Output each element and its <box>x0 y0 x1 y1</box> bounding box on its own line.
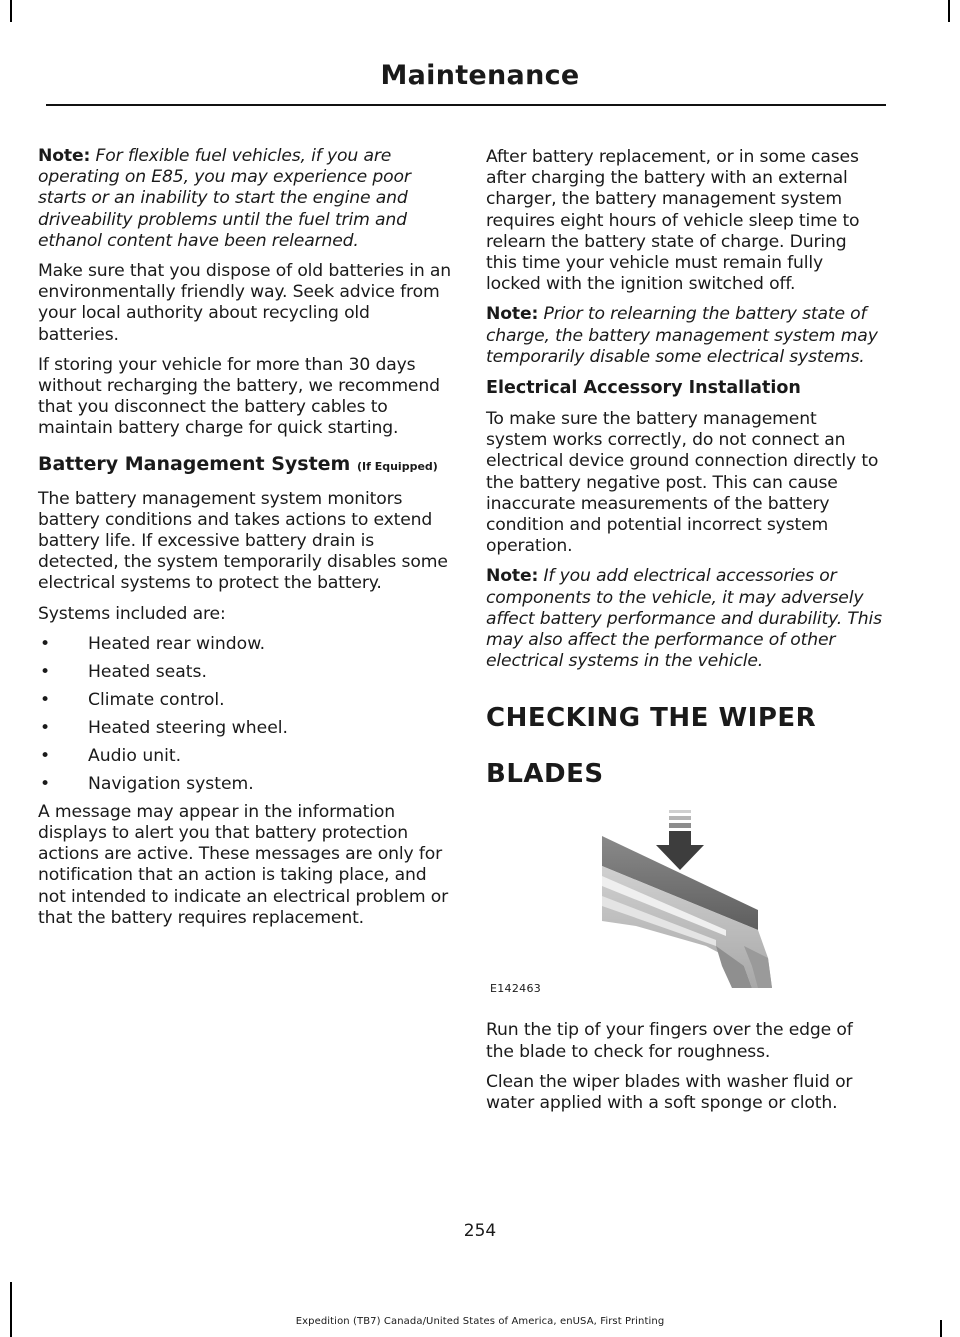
list-item <box>38 718 452 739</box>
section-heading-line: CHECKING THE WIPER <box>486 703 817 734</box>
crop-mark-bottom-left <box>10 1282 12 1337</box>
list-item <box>38 690 452 711</box>
note-text: For flexible fuel vehicles, if you are operating on E85, you may experience poor starts or an inability to start the engine and driveability problems until the fuel trim and ethanol content have been relearned. <box>38 146 411 251</box>
heading-text: Battery Management System <box>38 452 357 475</box>
list-item-text: Climate control. <box>88 689 225 710</box>
heading-qualifier: (If Equipped) <box>356 459 438 473</box>
bullet-icon: • <box>40 689 51 710</box>
paragraph-after-replacement: After battery replacement, or in some cases after charging the battery with an external charger, the battery management system requires eight hours of vehicle sleep time to relearn the battery state of charge. During this time your vehicle must remain fully locked with the ignition switched off. <box>486 147 860 295</box>
down-arrow-icon <box>656 810 704 870</box>
paragraph-dispose-batteries: Make sure that you dispose of old batteries in an environmentally friendly way. Seek advice from your local authority about recycling old batteries. <box>38 261 452 345</box>
wiper-blade-figure <box>486 806 882 1006</box>
crop-mark-top-left <box>10 0 12 22</box>
note-fuel-trim <box>38 146 452 252</box>
note-label: Note: <box>486 304 539 325</box>
wiper-blade-illustration <box>486 806 882 1006</box>
bullet-icon: • <box>40 633 51 654</box>
crop-mark-top-right <box>948 0 950 22</box>
paragraph-info-message: A message may appear in the information displays to alert you that battery protection actions are active. These messages are only for notification that an action is taking place, and not intended to indicate an electrical problem or that the battery requires replacement. <box>38 801 449 928</box>
list-item <box>38 746 452 767</box>
heading-battery-management-system <box>38 452 452 479</box>
list-item <box>38 662 452 683</box>
paragraph-systems-intro: Systems included are: <box>38 603 226 624</box>
footer-edition: Expedition (TB7) Canada/United States of America, enUSA, First Printing <box>295 1316 665 1327</box>
page-title: Maintenance <box>380 60 580 91</box>
note-text: Prior to relearning the battery state of charge, the battery management system may temporarily disable some electrical systems. <box>486 304 878 367</box>
note-accessories <box>486 566 882 672</box>
header-divider <box>46 104 886 106</box>
section-heading-wiper-blades <box>486 690 882 802</box>
bullet-icon: • <box>40 745 51 766</box>
list-item-text: Heated steering wheel. <box>88 717 289 738</box>
paragraph-clean-blades: Clean the wiper blades with washer fluid or water applied with a soft sponge or cloth. <box>486 1071 853 1114</box>
note-text: If you add electrical accessories or components to the vehicle, it may adversely affect battery performance and durability. This may also affect the performance of other electrical systems in the vehicle. <box>486 566 882 672</box>
note-label: Note: <box>38 146 91 166</box>
section-heading-line: BLADES <box>486 759 604 790</box>
note-relearning <box>486 304 882 368</box>
note-label: Note: <box>486 566 539 587</box>
list-item-text: Heated seats. <box>88 661 207 682</box>
page-number: 254 <box>463 1221 497 1241</box>
list-item-text: Navigation system. <box>88 773 254 794</box>
bullet-icon: • <box>40 717 51 738</box>
systems-list <box>38 634 452 795</box>
heading-electrical-accessory: Electrical Accessory Installation <box>486 378 801 399</box>
paragraph-check-roughness: Run the tip of your fingers over the edge of the blade to check for roughness. <box>486 1020 853 1062</box>
paragraph-storing-vehicle: If storing your vehicle for more than 30 days without recharging the battery, we recommend that you disconnect the battery cables to maintain battery charge for quick starting. <box>38 354 440 439</box>
list-item-text: Heated rear window. <box>88 633 266 654</box>
figure-code: E142463 <box>490 982 542 996</box>
bullet-icon: • <box>40 773 51 794</box>
bullet-icon: • <box>40 661 51 682</box>
list-item <box>38 634 452 655</box>
list-item-text: Audio unit. <box>88 745 182 766</box>
list-item <box>38 774 452 795</box>
paragraph-bms-description: The battery management system monitors battery conditions and takes actions to extend battery life. If excessive battery drain is detected, the system temporarily disables some electrical systems to protect the battery. <box>38 488 448 594</box>
right-column <box>486 147 882 1123</box>
paragraph-accessory-installation: To make sure the battery management system works correctly, do not connect an electrical device ground connection directly to the battery negative post. This can cause inaccurate measurements of the battery condition and potential incorrect system operation. <box>486 409 879 557</box>
left-column <box>38 146 452 938</box>
